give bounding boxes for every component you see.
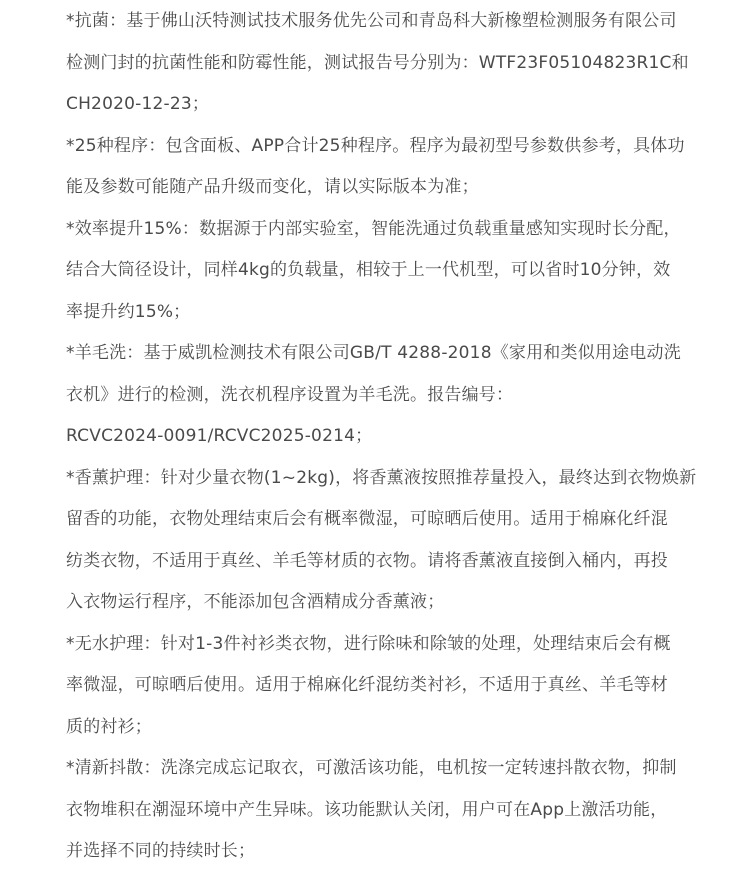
note-efficiency bbox=[66, 209, 690, 334]
note-line: 衣机》进行的检测，洗衣机程序设置为羊毛洗。报告编号： bbox=[66, 384, 514, 405]
note-25-programs bbox=[66, 126, 690, 209]
note-line: 并选择不同的持续时长； bbox=[66, 841, 256, 861]
note-line: 纺类衣物，不适用于真丝、羊毛等材质的衣物。请将香薰液直接倒入桶内，再投 bbox=[66, 550, 668, 571]
note-line: 质的衬衫； bbox=[66, 716, 152, 737]
note-line: 入衣物运行程序，不能添加包含酒精成分香薰液； bbox=[66, 592, 445, 612]
note-antibacterial bbox=[66, 1, 690, 126]
note-line: *抗菌：基于佛山沃特测试技术服务优先公司和青岛科大新橡塑检测服务有限公司 bbox=[66, 11, 677, 31]
note-fresh-tumble bbox=[66, 748, 690, 873]
note-line: 留香的功能，衣物处理结束后会有概率微湿，可晾晒后使用。适用于棉麻化纤混 bbox=[66, 509, 668, 529]
note-line: *无水护理：针对1-3件衬衫类衣物，进行除味和除皱的处理，处理结束后会有概 bbox=[66, 633, 671, 654]
note-line: CH2020-12-23； bbox=[66, 94, 210, 114]
note-line: *香薰护理：针对少量衣物(1~2kg)，将香薰液按照推荐量投入，最终达到衣物焕新 bbox=[66, 467, 697, 488]
note-line: RCVC2024-0091/RCVC2025-0214； bbox=[66, 426, 373, 446]
note-line: 能及参数可能随产品升级而变化，请以实际版本为准； bbox=[66, 177, 479, 197]
note-line: 结合大筒径设计，同样4kg的负载量，相较于上一代机型，可以省时10分钟，效 bbox=[66, 260, 671, 280]
note-line: *羊毛洗：基于威凯检测技术有限公司GB/T 4288-2018《家用和类似用途电动洗 bbox=[66, 343, 681, 363]
note-line: 衣物堆积在潮湿环境中产生异味。该功能默认关闭，用户可在App上激活功能， bbox=[66, 799, 668, 820]
note-line: *清新抖散：洗涤完成忘记取衣，可激活该功能，电机按一定转速抖散衣物，抑制 bbox=[66, 758, 677, 778]
note-wool-wash bbox=[66, 333, 690, 458]
note-line: 检测门封的抗菌性能和防霉性能，测试报告号分别为：WTF23F05104823R1C和 bbox=[66, 52, 689, 73]
note-waterless-care bbox=[66, 624, 690, 749]
note-line: *25种程序：包含面板、APP合计25种程序。程序为最初型号参数供参考，具体功 bbox=[66, 135, 685, 156]
note-line: 率微湿，可晾晒后使用。适用于棉麻化纤混纺类衬衫，不适用于真丝、羊毛等材 bbox=[66, 675, 668, 695]
note-line: *效率提升15%：数据源于内部实验室，智能洗通过负载重量感知实现时长分配， bbox=[66, 218, 681, 239]
note-fragrance-care bbox=[66, 458, 697, 624]
note-line: 率提升约15%； bbox=[66, 301, 191, 322]
